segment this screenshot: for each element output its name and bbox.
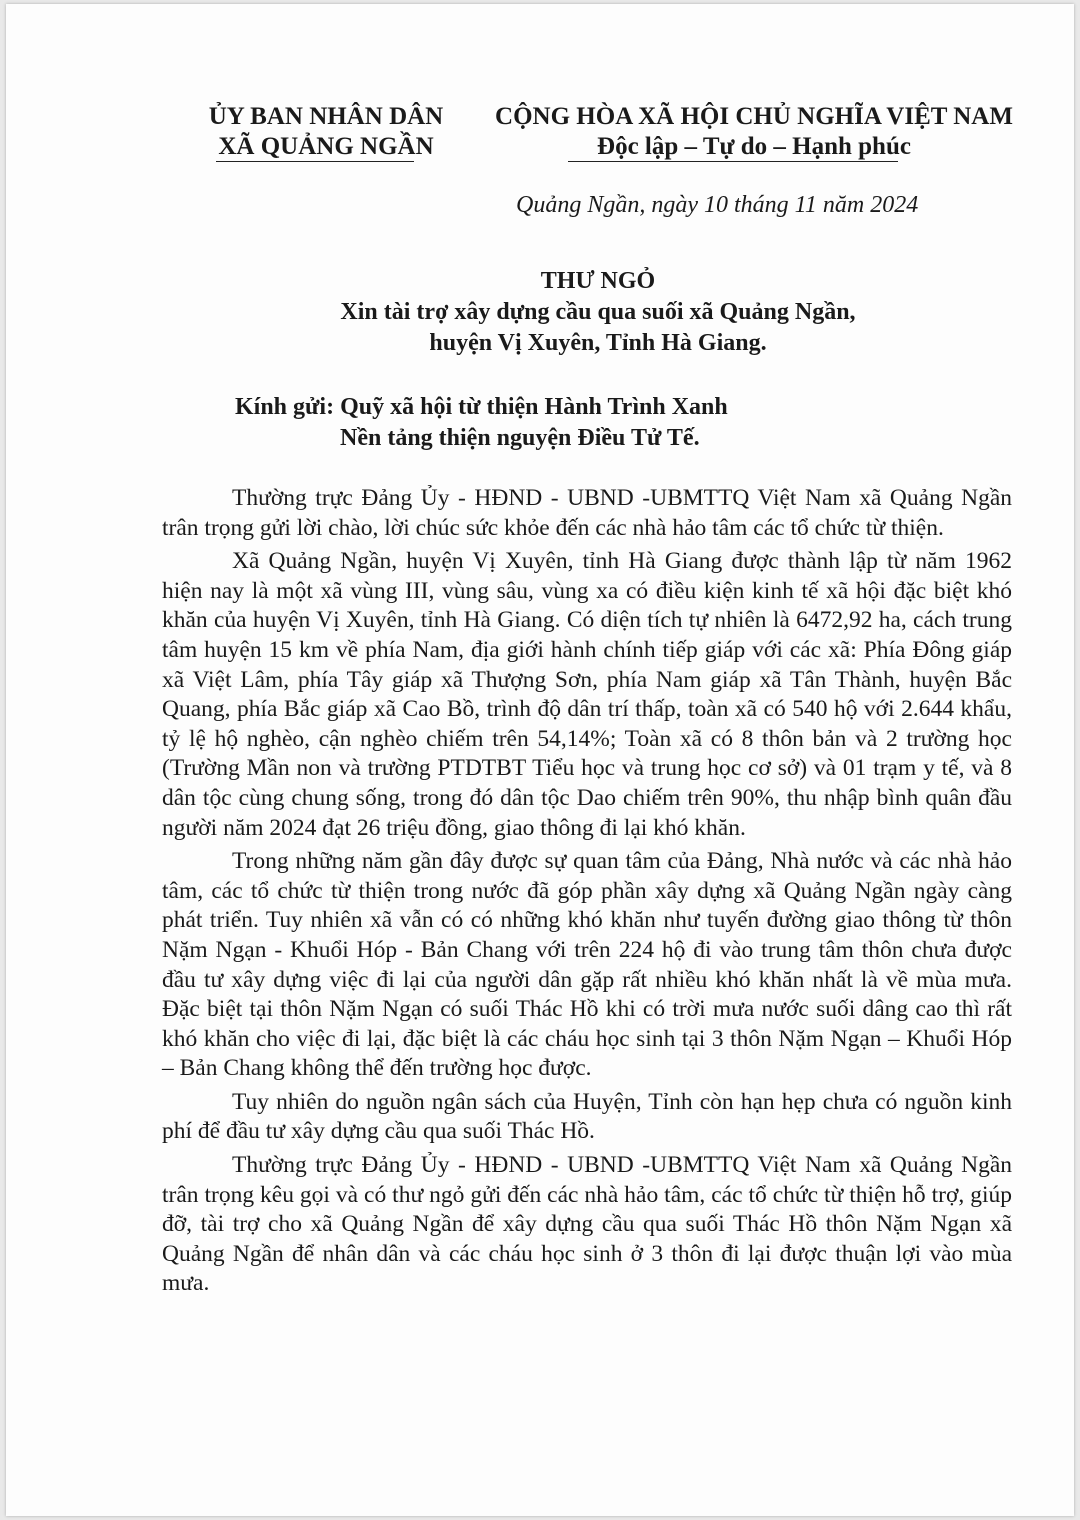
motto-underline	[568, 161, 898, 162]
letter-heading: THƯ NGỎ	[540, 268, 656, 294]
letter-subtitle-2: huyện Vị Xuyên, Tỉnh Hà Giang.	[429, 330, 767, 356]
issuer-underline	[216, 161, 414, 162]
recipients	[235, 392, 728, 454]
issuer-line-2: XÃ QUẢNG NGẦN	[218, 133, 434, 160]
body-paragraph-budget: Tuy nhiên do nguồn ngân sách của Huyện, Tỉnh còn hạn hẹp chưa có nguồn kinh phí để đầu tư xây dựng cầu qua suối Thác Hồ.	[162, 1088, 1012, 1145]
date-line: Quảng Ngần, ngày 10 tháng 11 năm 2024	[516, 192, 919, 218]
letter-body	[162, 484, 1012, 1303]
body-paragraph-commune-info: Xã Quảng Ngần, huyện Vị Xuyên, tỉnh Hà Giang được thành lập từ năm 1962 hiện nay là một xã vùng III, vùng sâu, vùng xa có điều kiện kinh tế xã hội đặc biệt khó khăn của huyện Vị Xuyên, tỉnh Hà Giang. Có diện tích tự nhiên là 6472,92 ha, cách trung tâm huyện 15 km về phía Nam, địa giới hành chính tiếp giáp với các xã: Phía Đông giáp xã Việt Lâm, phía Tây giáp xã Thượng Sơn, phía Nam giáp xã Tân Thành, huyện Bắc Quang, phía Bắc giáp xã Cao Bồ, trình độ dân trí thấp, toàn xã có 540 hộ với 2.644 khẩu, tỷ lệ hộ nghèo, cận nghèo chiếm trên 54,14%; Toàn xã có 8 thôn bản và 2 trường học (Trường Mần non và trường PTDTBT Tiểu học và trung học cơ sở) và 01 trạm y tế, và 8 dân tộc cùng chung sống, trong đó dân tộc Dao chiếm trên 90%, thu nhập bình quân đầu người năm 2024 đạt 26 triệu đồng, giao thông đi lại khó khăn.	[162, 548, 1012, 841]
issuer-header	[166, 102, 486, 162]
issuer-line-1: ỦY BAN NHÂN DÂN	[208, 103, 444, 130]
letter-subtitle-1: Xin tài trợ xây dựng cầu qua suối xã Quảng Ngần,	[340, 299, 856, 325]
national-title: CỘNG HÒA XÃ HỘI CHỦ NGHĨA VIỆT NAM	[495, 103, 1013, 130]
body-paragraph-difficulties: Trong những năm gần đây được sự quan tâm của Đảng, Nhà nước và các nhà hảo tâm, các tổ chức từ thiện trong nước đã góp phần xây dựng xã Quảng Ngần ngày càng phát triển. Tuy nhiên xã vẫn có có những khó khăn như tuyến đường giao thông từ thôn Nặm Ngạn - Khuổi Hóp - Bản Chang với trên 224 hộ đi vào trung tâm thôn chưa được đầu tư xây dựng việc đi lại của người dân gặp rất nhiều khó khăn nhất là về mùa mưa. Đặc biệt tại thôn Nặm Ngạn có suối Thác Hồ khi có trời mưa nước suối dâng cao thì rất khó khăn cho việc đi lại, đặc biệt là các cháu học sinh tại 3 thôn Nặm Ngạn – Khuổi Hóp – Bản Chang không thể đến trường học được.	[162, 848, 1012, 1082]
document-page	[6, 4, 1074, 1516]
national-motto: Độc lập – Tự do – Hạnh phúc	[597, 133, 911, 160]
national-header	[454, 102, 1054, 162]
body-paragraph-greeting: Thường trực Đảng Ủy - HĐND - UBND -UBMTTQ Việt Nam xã Quảng Ngần trân trọng gửi lời chào, lời chúc sức khỏe đến các nhà hảo tâm các tổ chức từ thiện.	[162, 485, 1012, 541]
recipient-line-1: Kính gửi: Quỹ xã hội từ thiện Hành Trình Xanh	[235, 394, 728, 420]
recipient-line-2: Nền tảng thiện nguyện Điều Tử Tế.	[340, 425, 700, 451]
body-paragraph-appeal: Thường trực Đảng Ủy - HĐND - UBND -UBMTTQ Việt Nam xã Quảng Ngần trân trọng kêu gọi và có thư ngỏ gửi đến các nhà hảo tâm, các tổ chức từ thiện hỗ trợ, giúp đỡ, tài trợ cho xã Quảng Ngần để xây dựng cầu qua suối Thác Hồ thôn Nặm Ngạn xã Quảng Ngần để nhân dân và các cháu học sinh ở 3 thôn đi lại được thuận lợi vào mùa mưa.	[162, 1152, 1012, 1297]
letter-title	[166, 266, 1030, 359]
